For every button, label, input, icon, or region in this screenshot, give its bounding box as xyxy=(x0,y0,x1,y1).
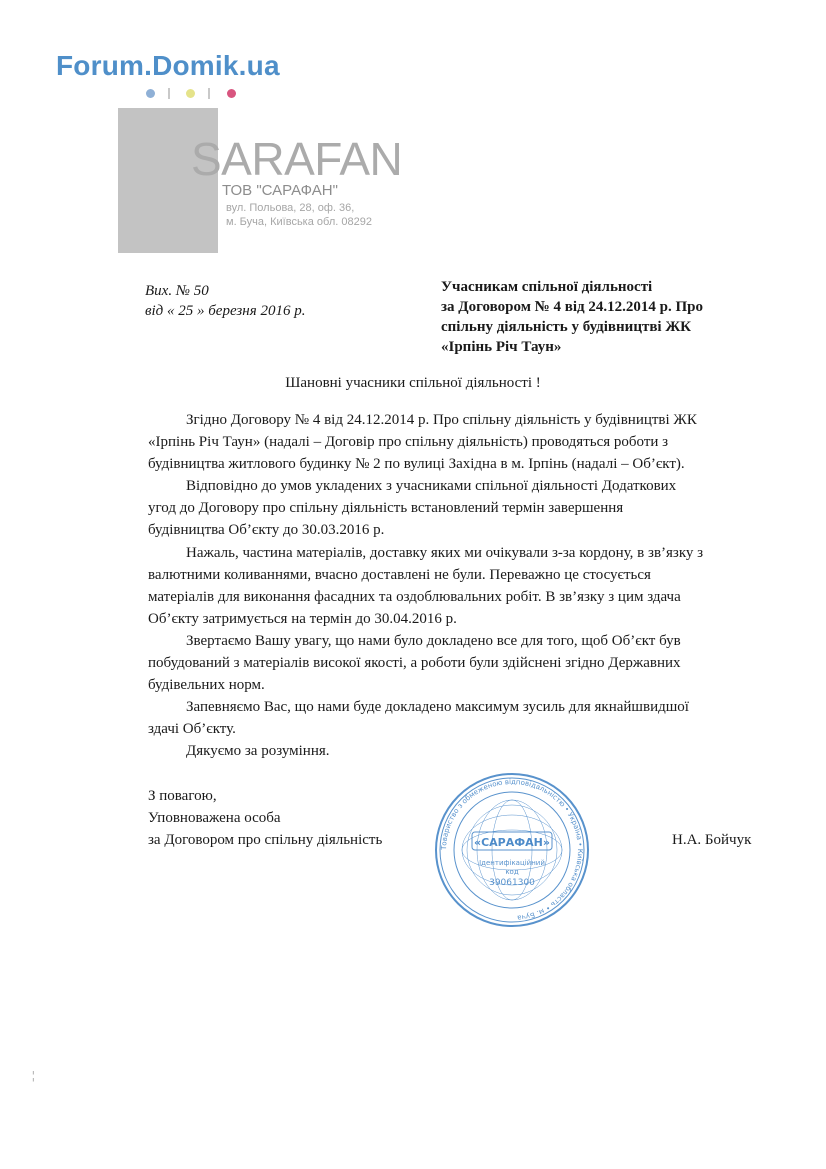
paragraph-line: Згідно Договору № 4 від 24.12.2014 р. Про спільну діяльність у будівництві ЖК xyxy=(186,412,697,428)
paragraph-line: угод до Договору про спільну діяльність встановлений термін завершення xyxy=(148,500,624,516)
watermark-dot-yellow xyxy=(186,89,195,98)
paragraph-line: будівельних норм. xyxy=(148,677,265,693)
company-name: ТОВ "САРАФАН" xyxy=(222,182,338,199)
paragraph-line: Звертаємо Вашу увагу, що нами було докладено все для того, щоб Об’єкт був xyxy=(186,633,681,649)
stamp-center-name: «САРАФАН» xyxy=(473,836,551,849)
signatory-role: Уповноважена особа xyxy=(148,810,281,826)
paragraph-line: здачі Об’єкту. xyxy=(148,721,236,737)
paragraph-line: будівництва житлового будинку № 2 по вулиці Західна в м. Ірпінь (надалі – Об’єкт). xyxy=(148,456,685,472)
recipient-line: «Ірпінь Річ Таун» xyxy=(441,339,562,355)
recipient-line: спільну діяльність у будівництві ЖК xyxy=(441,319,692,335)
body-paragraph-4 xyxy=(148,630,768,696)
company-stamp xyxy=(432,770,592,930)
margin-mark: ¦ xyxy=(32,1068,35,1082)
watermark-divider xyxy=(168,88,170,99)
watermark-divider xyxy=(208,88,210,99)
body-paragraph-5 xyxy=(148,696,768,740)
recipient-line: за Договором № 4 від 24.12.2014 р. Про xyxy=(441,299,703,315)
paragraph-line: «Ірпінь Річ Таун» (надалі – Договір про спільну діяльність) проводяться роботи з xyxy=(148,434,669,450)
watermark-dot-blue xyxy=(146,89,155,98)
greeting: Шановні учасники спільної діяльності ! xyxy=(285,375,541,391)
watermark-logo: Forum.Domik.ua xyxy=(56,50,280,81)
stamp-id-label: Ідентифікаційний xyxy=(479,859,545,867)
paragraph-line: Об’єкту затримується на термін до 30.04.2016 р. xyxy=(148,611,457,627)
signatory-role: за Договором про спільну діяльність xyxy=(148,832,383,848)
paragraph-line: Дякуємо за розуміння. xyxy=(186,743,330,759)
stamp-id-code: 39061300 xyxy=(489,878,535,888)
body-paragraph-2 xyxy=(148,475,768,541)
company-address-line1: вул. Польова, 28, оф. 36, xyxy=(226,202,355,214)
paragraph-line: побудований з матеріалів високої якості, а роботи були здійснені згідно Державних xyxy=(148,655,681,671)
body-paragraph-6 xyxy=(148,740,768,762)
signatory-name: Н.А. Бойчук xyxy=(672,832,752,848)
paragraph-line: Запевняємо Вас, що нами буде докладено максимум зусиль для якнайшвидшої xyxy=(186,699,689,715)
paragraph-line: матеріалів для виконання фасадних та оздоблювальних робіт. В зв’язку з цим здача xyxy=(148,589,681,605)
outgoing-date: від « 25 » березня 2016 р. xyxy=(145,303,306,319)
watermark-dot-pink xyxy=(227,89,236,98)
stamp-id-code-label: код xyxy=(505,868,519,876)
paragraph-line: Нажаль, частина матеріалів, доставку яких ми очікували з-за кордону, в зв’язку з xyxy=(186,545,704,561)
body-paragraph-1 xyxy=(148,409,768,475)
company-logo: SARAFAN xyxy=(191,133,403,185)
paragraph-line: будівництва Об’єкту до 30.03.2016 р. xyxy=(148,522,385,538)
paragraph-line: Відповідно до умов укладених з учасниками спільної діяльності Додаткових xyxy=(186,478,677,494)
stamp-ring-text: Товариство з обмеженою відповідальністю • Україна • Київська область • м. Буча xyxy=(439,777,585,922)
paragraph-line: валютними коливаннями, вчасно доставлені не були. Переважно це стосується xyxy=(148,567,651,583)
recipient-line: Учасникам спільної діяльності xyxy=(441,279,653,295)
company-address-line2: м. Буча, Київська обл. 08292 xyxy=(226,216,372,228)
closing-phrase: З повагою, xyxy=(148,788,217,804)
body-paragraph-3 xyxy=(148,542,768,630)
outgoing-number: Вих. № 50 xyxy=(145,283,209,299)
